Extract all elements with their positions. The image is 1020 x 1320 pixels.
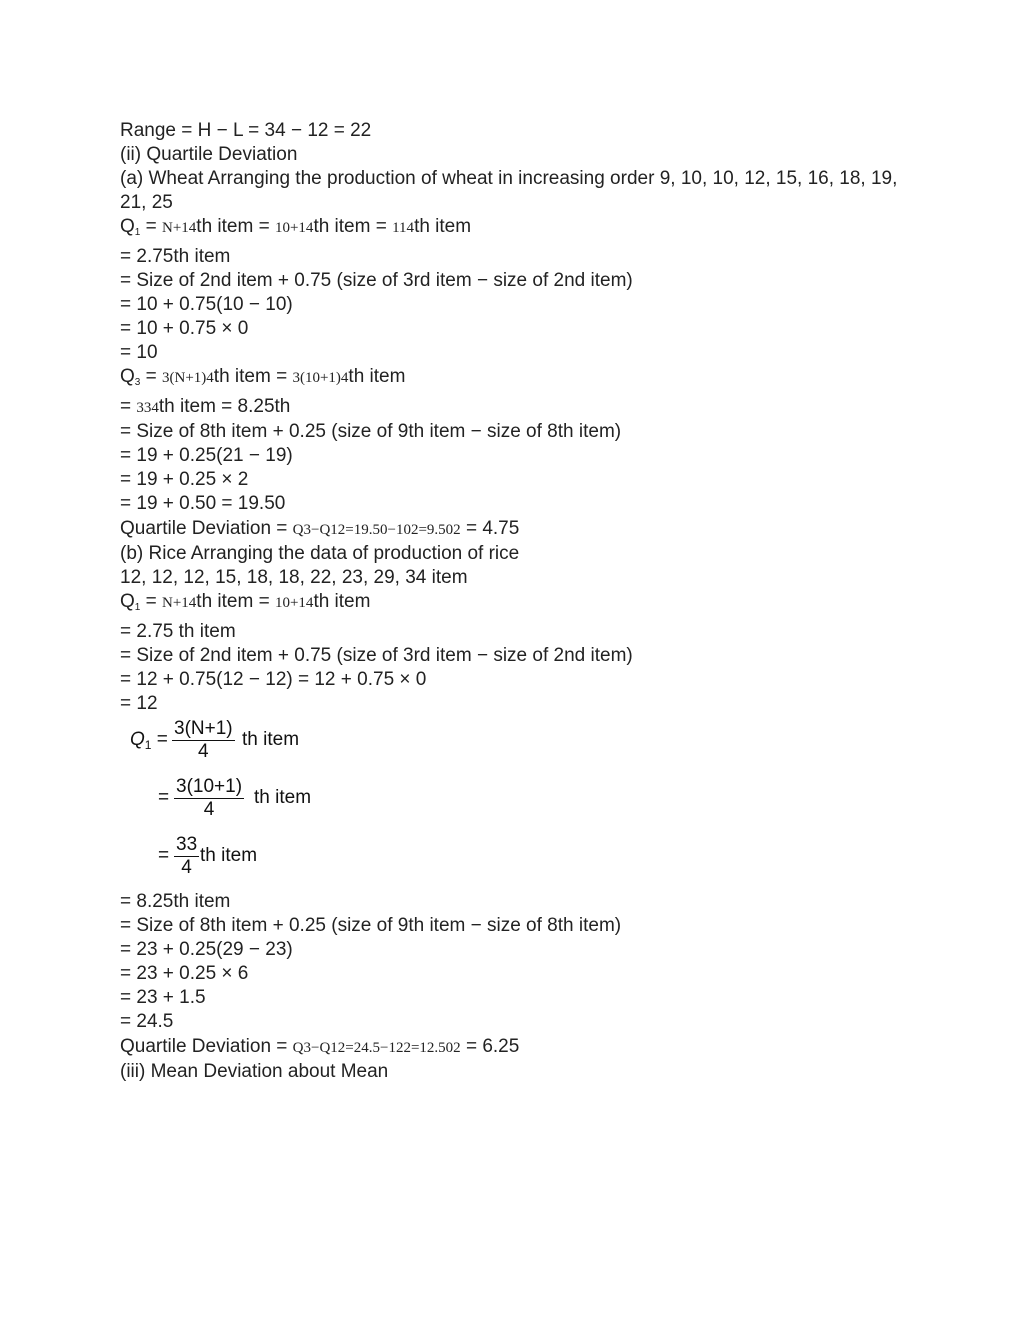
q1-rice-line: $Q_1 = N+14th$ item = 10+14th item (120, 591, 371, 613)
range-line: Range = H − L = 34 − 12 = 22 (120, 120, 372, 141)
mean-deviation-heading: (iii) Mean Deviation about Mean (120, 1061, 389, 1082)
quartile-deviation-heading: (ii) Quartile Deviation (120, 144, 298, 165)
calc-line: = 23 + 0.25 × 6 (120, 963, 249, 984)
fraction: $\frac{3(N+1)}{4}$ (174, 718, 233, 762)
calc-line: = Size of 8th item + 0.25 (size of 9th item − size of 8th item) (120, 421, 622, 442)
calc-line: = 19 + 0.25(21 − 19) (120, 445, 293, 466)
calc-line: = 12 (120, 693, 158, 714)
calc-line: = 2.75 th item (120, 621, 236, 642)
q1-wheat-line: $Q_1 = N+14th$ item = 10+14th item = 114th item (120, 216, 472, 238)
rice-data-line: 12, 12, 12, 15, 18, 18, 22, 23, 29, 34 item (120, 567, 468, 588)
calc-line: = 12 + 0.75(12 − 12) = 12 + 0.75 × 0 (120, 669, 427, 690)
calc-line: = 23 + 0.25(29 − 23) (120, 939, 293, 960)
q3-rice-formula-figure: $Q_1$ = $\frac{3(N+1)}{4}$ th item = $\frac{3(10+1)}{4}$ th item = $\frac{33}{4}$ th item (130, 718, 312, 878)
calc-line: = 2.75th item (120, 246, 231, 267)
q3-wheat-result-line: = 334th item = 8.25th (120, 396, 291, 417)
document-body (120, 119, 910, 1084)
calc-line: = 8.25th item (120, 891, 231, 912)
calc-line: = 19 + 0.25 × 2 (120, 469, 249, 490)
calc-line: = 19 + 0.50 = 19.50 (120, 493, 286, 514)
calc-line: = 10 + 0.75(10 − 10) (120, 294, 293, 315)
calc-line: = 10 (120, 342, 158, 363)
calc-line: = Size of 8th item + 0.25 (size of 9th item − size of 8th item) (120, 915, 622, 936)
wheat-arranging-text: (a) Wheat Arranging the production of wheat in increasing order 9, 10, 10, 12, 15, 16, 18, 19, 21, 25 (120, 168, 898, 213)
qd-wheat-line: Quartile Deviation = Q3−Q12=19.50−102=9.502 = 4.75 (120, 518, 520, 539)
calc-line: = 23 + 1.5 (120, 987, 206, 1008)
calc-line: = Size of 2nd item + 0.75 (size of 3rd item − size of 2nd item) (120, 270, 633, 291)
calc-line: = 10 + 0.75 × 0 (120, 318, 249, 339)
fraction: $\frac{3(10+1)}{4}$ (176, 776, 243, 820)
rice-arranging-text: (b) Rice Arranging the data of production of rice (120, 543, 520, 564)
q3-wheat-line: $Q_3 = 3(N+1)4th$ item = 3(10+1)4th item (120, 366, 406, 388)
calc-line: = Size of 2nd item + 0.75 (size of 3rd item − size of 2nd item) (120, 645, 633, 666)
fraction: $\frac{33}{4}$ (176, 834, 198, 878)
qd-rice-line: Quartile Deviation = Q3−Q12=24.5−122=12.502 = 6.25 (120, 1036, 520, 1057)
calc-line: = 24.5 (120, 1011, 174, 1032)
